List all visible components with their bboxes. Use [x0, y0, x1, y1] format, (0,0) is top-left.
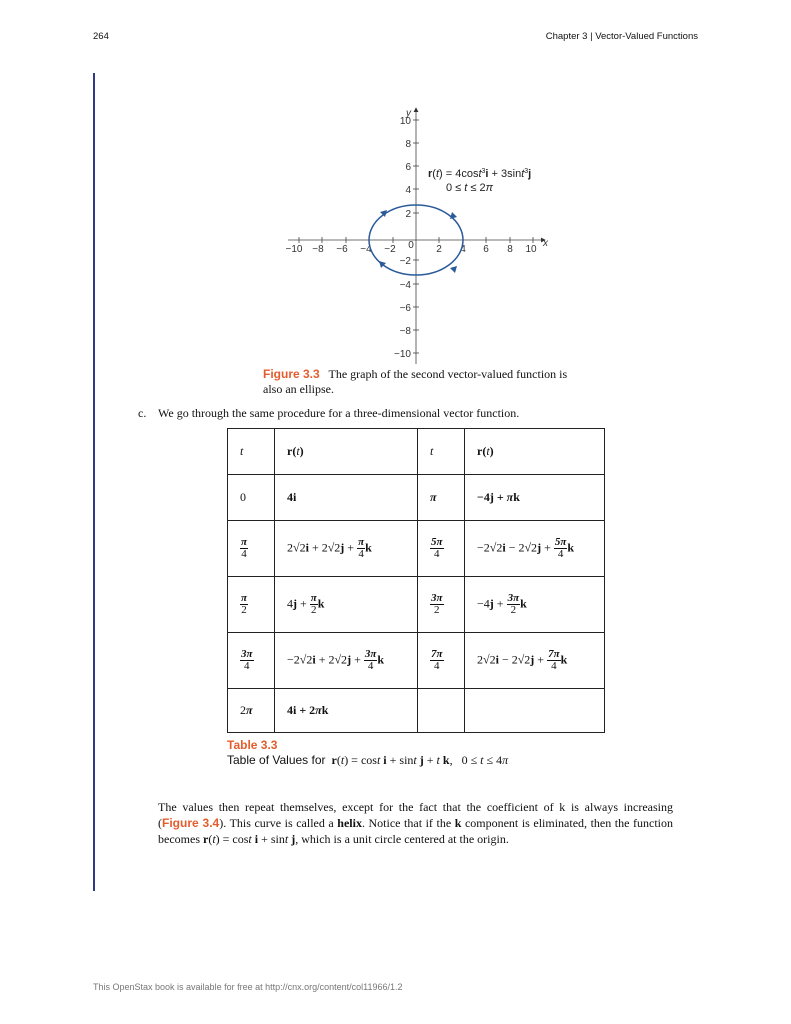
header-t2: t	[418, 429, 465, 475]
svg-text:2: 2	[436, 244, 442, 255]
footer-note: This OpenStax book is available for free at http://cnx.org/content/col11966/1.2	[93, 982, 403, 992]
cell-r: 4i	[275, 475, 418, 521]
table-caption-math: r(t) = cost i + sint j + t k, 0 ≤ t ≤ 4π	[331, 753, 509, 767]
figure-3-4-link[interactable]: Figure 3.4	[162, 816, 220, 830]
chapter-title: Chapter 3 | Vector-Valued Functions	[545, 31, 698, 42]
cell-t: π	[418, 475, 465, 521]
svg-text:r(t) = 4cost3i + 3sint3j: r(t) = 4cost$^3$i + 3sint$^3$j	[428, 168, 532, 180]
table-row	[228, 633, 605, 689]
figure-caption	[263, 367, 573, 397]
svg-text:−6: −6	[399, 303, 411, 314]
cell-t	[418, 689, 465, 733]
table-header-row	[228, 429, 605, 475]
cell-t: $\frac{3\pi}{2}$	[418, 577, 465, 633]
cell-r: 4i + 2πk	[275, 689, 418, 733]
svg-text:−8: −8	[399, 326, 411, 337]
cell-t: $\frac{5\pi}{4}$	[418, 521, 465, 577]
header-r: r(t)	[275, 429, 418, 475]
cell-r	[465, 689, 605, 733]
cell-r: 2√2i − 2√2j + $\frac{7\pi}{4}$ k	[465, 633, 605, 689]
svg-text:−4: −4	[360, 244, 372, 255]
table-row	[228, 475, 605, 521]
figure-caption-text: The graph of the second vector-valued function is also an ellipse.	[263, 367, 568, 396]
cell-r: −2√2i − 2√2j + $\frac{5\pi}{4}$ k	[465, 521, 605, 577]
header-t: t	[228, 429, 275, 475]
body-text: ). This curve is called a	[219, 816, 338, 830]
cell-t: $\frac{7\pi}{4}$	[418, 633, 465, 689]
table-row	[228, 577, 605, 633]
table-row	[228, 689, 605, 733]
term-helix: helix	[337, 816, 362, 830]
svg-text:2: 2	[405, 209, 411, 220]
svg-text:−6: −6	[336, 244, 348, 255]
table-caption	[227, 738, 508, 768]
svg-text:−8: −8	[312, 244, 324, 255]
table-label: Table 3.3	[227, 738, 278, 752]
table-caption-text: Table of Values for	[227, 753, 326, 767]
svg-text:8: 8	[507, 244, 513, 255]
svg-text:−10: −10	[285, 244, 303, 255]
cell-t: $\frac{\pi}{2}$	[228, 577, 275, 633]
svg-text:6: 6	[405, 162, 411, 173]
cell-r: 4j + $\frac{\pi}{2}$ k	[275, 577, 418, 633]
cell-t: 0	[228, 475, 275, 521]
figure-ellipse-graph	[280, 100, 570, 370]
page-number: 264	[93, 31, 109, 42]
svg-text:y: y	[406, 108, 411, 119]
svg-text:10: 10	[399, 116, 411, 127]
svg-text:−2: −2	[399, 256, 411, 267]
body-paragraph	[158, 799, 673, 847]
section-rule	[93, 73, 95, 891]
svg-text:−2: −2	[384, 244, 396, 255]
svg-text:−10: −10	[394, 349, 411, 360]
table-row	[228, 521, 605, 577]
svg-text:8: 8	[405, 139, 411, 150]
cell-t: $\frac{\pi}{4}$	[228, 521, 275, 577]
cell-r: 2√2i + 2√2j + $\frac{\pi}{4}$ k	[275, 521, 418, 577]
body-text: The values then repeat themselves, except for the fact that the coefficient of k is always increasing (	[158, 800, 673, 830]
figure-label: Figure 3.3	[263, 367, 320, 381]
header-r2: r(t)	[465, 429, 605, 475]
body-text: which is a unit circle centered at the origin.	[298, 832, 509, 846]
cell-t: $\frac{3\pi}{4}$	[228, 633, 275, 689]
cell-t: 2π	[228, 689, 275, 733]
svg-text:−4: −4	[399, 280, 411, 291]
svg-text:0: 0	[408, 240, 414, 251]
cell-r: −4j + $\frac{3\pi}{2}$ k	[465, 577, 605, 633]
svg-text:x: x	[543, 238, 548, 249]
paragraph-c	[138, 406, 519, 421]
paragraph-c-text: We go through the same procedure for a three-dimensional vector function.	[158, 406, 520, 420]
ellipse-plot	[280, 100, 570, 370]
values-table	[227, 428, 605, 733]
body-text: component is eliminated, then the function becomes	[158, 816, 673, 846]
svg-text:10: 10	[525, 244, 537, 255]
list-label: c.	[138, 406, 147, 420]
body-text: . Notice that if the	[361, 816, 455, 830]
term-k: k	[454, 816, 462, 830]
svg-text:6: 6	[483, 244, 489, 255]
svg-text:0 ≤ t ≤ 2π: 0 ≤ t ≤ 2π	[446, 182, 493, 194]
svg-text:4: 4	[460, 244, 466, 255]
svg-text:4: 4	[405, 185, 411, 196]
body-math: r(t) = cost i + sint j,	[202, 832, 299, 846]
cell-r: −2√2i + 2√2j + $\frac{3\pi}{4}$ k	[275, 633, 418, 689]
cell-r: −4j + πk	[465, 475, 605, 521]
